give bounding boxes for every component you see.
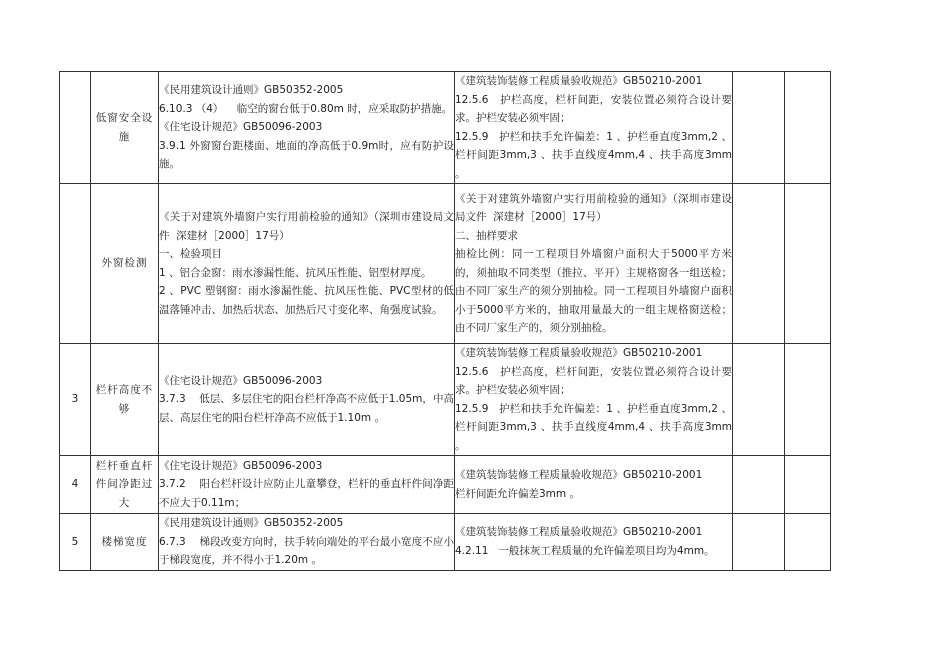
requirement-line: 《关于对建筑外墙窗户实行用前检验的通知》（深圳市建设局文件 深建材［2000］17号） (159, 211, 454, 242)
requirement-cell (159, 72, 455, 184)
standard-cell (455, 184, 733, 344)
item-name: 楼梯宽度 (91, 514, 159, 571)
standard-cell (455, 72, 736, 184)
table-row (60, 514, 831, 571)
standard-line: 栏杆间距允许偏差3mm 。 (455, 487, 580, 500)
empty-cell-a (733, 184, 785, 344)
standard-line: 《建筑装饰装修工程质量验收规范》GB50210-2001 (455, 347, 703, 359)
standard-line: 二、抽样要求 (455, 229, 518, 242)
standard-cell (455, 344, 736, 456)
requirement-line: 3.7.3 低层、多层住宅的阳台栏杆净高不应低于1.05m，中高层、高层住宅的阳台栏杆净高不应低于1.10m 。 (159, 393, 454, 424)
table-row (60, 344, 831, 456)
requirement-line: 《住宅设计规范》GB50096-2003 (159, 374, 323, 387)
requirement-line: 《住宅设计规范》GB50096-2003 (159, 121, 323, 134)
requirement-cell (159, 456, 455, 514)
standard-line: 抽检比例：同一工程项目外墙窗户面积大于5000平方米的，须抽取不同类型（推拉、平开）主规格窗各一组送检；由不同厂家生产的须分别抽检。同一工程项目外墙窗户面积小于5000平方米的，抽取用量最大的一组主规格窗送检；由不同厂家生产的，须分别抽检。 (455, 248, 732, 334)
item-name: 栏杆垂直杆件间净距过大 (91, 456, 159, 514)
requirement-line: 2 、PVC 塑钢窗：雨水渗漏性能、抗风压性能、PVC型材的低温落锤冲击、加热后状态、加热后尺寸变化率、角强度试验。 (159, 285, 454, 316)
requirement-line: 6.7.3 梯段改变方向时，扶手转向端处的平台最小宽度不应小于梯段宽度，并不得小于1.20m 。 (159, 535, 454, 566)
requirement-cell (159, 514, 455, 571)
item-name: 低窗安全设施 (91, 72, 159, 184)
item-name: 栏杆高度不够 (91, 344, 159, 456)
standard-line: 12.5.6 护栏高度，栏杆间距，安装位置必须符合设计要求。护栏安装必须牢固； (455, 365, 732, 396)
standard-line: 《建筑装饰装修工程质量验收规范》GB50210-2001 (455, 469, 703, 481)
empty-cell-a (733, 514, 785, 571)
item-name: 外窗检测 (91, 184, 159, 344)
row-number: 5 (60, 514, 91, 571)
requirement-cell (159, 344, 455, 456)
empty-cell-a (733, 72, 785, 184)
empty-cell-a (733, 456, 785, 514)
standard-line: 12.5.9 护栏和扶手允许偏差：1 、护栏垂直度3mm,2 、栏杆间距3mm,3 、扶手直线度4mm,4 、扶手高度3mm 。 (455, 130, 736, 180)
standard-cell (455, 514, 733, 571)
table-row (60, 184, 831, 344)
standard-line: 《建筑装饰装修工程质量验收规范》GB50210-2001 (455, 75, 703, 87)
standard-line: 《建筑装饰装修工程质量验收规范》GB50210-2001 (455, 526, 703, 539)
empty-cell-b (785, 456, 831, 514)
standard-line: 12.5.6 护栏高度，栏杆间距，安装位置必须符合设计要求。护栏安装必须牢固； (455, 93, 732, 124)
requirement-cell (159, 184, 455, 344)
row-number: 3 (60, 344, 91, 456)
requirement-line: 一、检验项目 (159, 248, 222, 260)
empty-cell-b (785, 344, 831, 456)
standard-line: 4.2.11 一般抹灰工程质量的允许偏差项目均为4mm。 (455, 544, 715, 557)
row-number (60, 184, 91, 344)
requirement-line: 1 、铝合金窗：雨水渗漏性能、抗风压性能、铝型材厚度。 (159, 266, 432, 279)
empty-cell-b (785, 184, 831, 344)
empty-cell-b (785, 72, 831, 184)
standard-cell (455, 456, 733, 514)
empty-cell-b (785, 514, 831, 571)
table-row (60, 456, 831, 514)
standard-line: 《关于对建筑外墙窗户实行用前检验的通知》（深圳市建设局文件 深建材［2000］17号） (455, 192, 732, 223)
requirement-line: 6.10.3 （4） 临空的窗台低于0.80m 时，应采取防护措施。 (159, 102, 453, 115)
row-number (60, 72, 91, 184)
requirement-line: 《民用建筑设计通则》GB50352-2005 (159, 517, 344, 529)
empty-cell-a (733, 344, 785, 456)
requirement-line: 《民用建筑设计通则》GB50352-2005 (159, 84, 344, 97)
row-number: 4 (60, 456, 91, 514)
requirement-line: 3.9.1 外窗窗台距楼面、地面的净高低于0.9m时，应有防护设施。 (159, 139, 454, 171)
spec-table (59, 71, 831, 571)
requirement-line: 《住宅设计规范》GB50096-2003 (159, 459, 323, 472)
spec-table-body (60, 72, 831, 571)
table-row (60, 72, 831, 184)
requirement-line: 3.7.2 阳台栏杆设计应防止儿童攀登，栏杆的垂直杆件间净距不应大于0.11m； (159, 478, 454, 509)
standard-line: 12.5.9 护栏和扶手允许偏差：1 、护栏垂直度3mm,2 、栏杆间距3mm,3 、扶手直线度4mm,4 、扶手高度3mm 。 (455, 402, 736, 452)
